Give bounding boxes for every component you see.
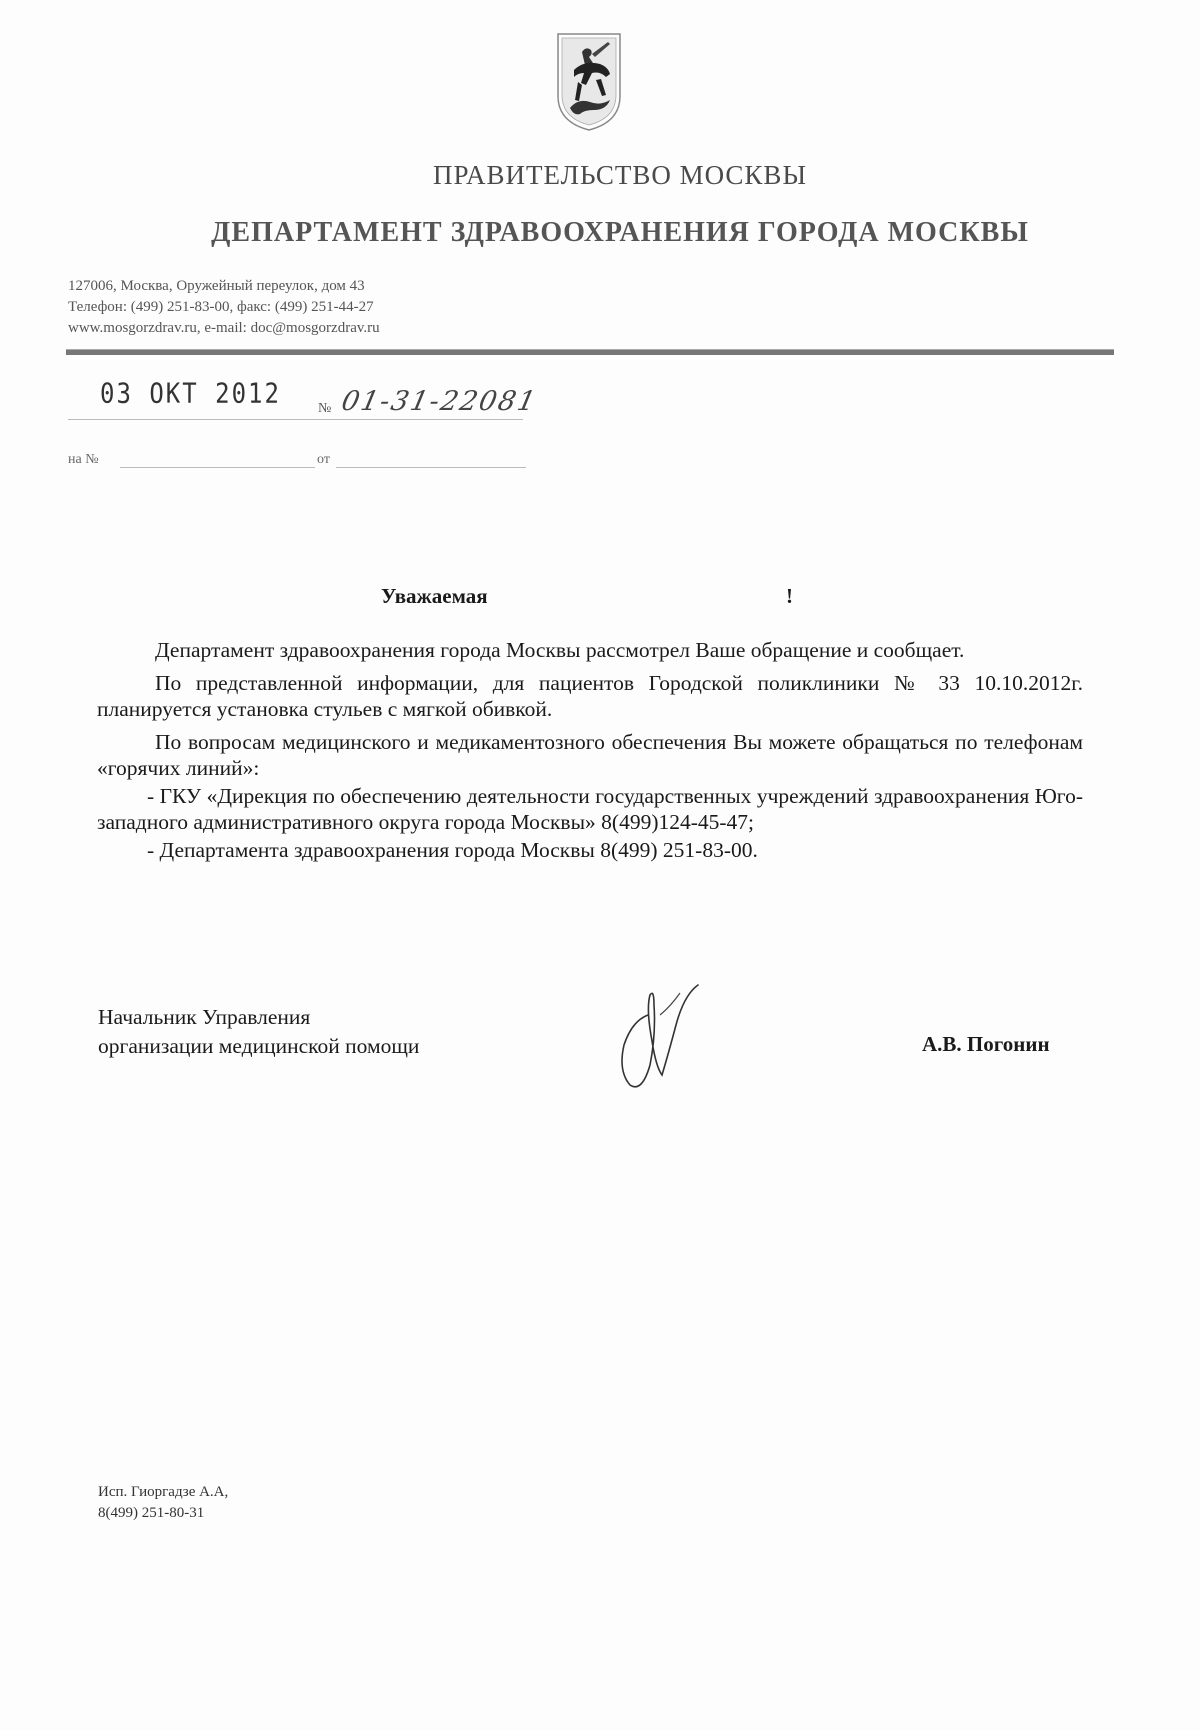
- reference-number-label: на №: [68, 452, 99, 467]
- address-line: 127006, Москва, Оружейный переулок, дом 43: [68, 278, 365, 294]
- department-name: ДЕПАРТАМЕНТ ЗДРАВООХРАНЕНИЯ ГОРОДА МОСКВЫ: [211, 217, 1029, 248]
- executor-phone: 8(499) 251-80-31: [98, 1505, 205, 1521]
- body-paragraph: По вопросам медицинского и медикаментозного обеспечения Вы можете обращаться по телефонам «горячих линий»:: [97, 730, 1083, 780]
- registration-date-stamp: 03 ОКТ 2012: [100, 377, 281, 410]
- moscow-coat-of-arms-icon: [552, 30, 626, 134]
- body-paragraph: По представленной информации, для пациентов Городской поликлиники № 33 10.10.2012г. планируется установка стульев с мягкой обивкой.: [97, 671, 1083, 721]
- reference-number-blank: [120, 467, 315, 468]
- body-paragraph: Департамент здравоохранения города Москвы рассмотрел Ваше обращение и сообщает.: [155, 638, 965, 662]
- executor-block: [98, 1482, 228, 1524]
- contact-block: [68, 276, 380, 339]
- executor-name: Исп. Гиоргадзе А.А,: [98, 1484, 229, 1500]
- government-name: ПРАВИТЕЛЬСТВО МОСКВЫ: [432, 160, 807, 190]
- hotline-item: - ГКУ «Дирекция по обеспечению деятельности государственных учреждений здравоохранения Юго-западного административного округа города Москвы» 8(499)124-45-47;: [97, 784, 1083, 834]
- registration-number-handwritten: 01-31-22081: [338, 386, 541, 417]
- signatory-title-line: Начальник Управления: [98, 1005, 311, 1029]
- number-label: №: [318, 401, 332, 416]
- header-divider: [66, 349, 1114, 355]
- reference-date-label: от: [317, 452, 330, 467]
- date-underline: [68, 419, 318, 420]
- salutation: Уважаемая: [381, 584, 488, 608]
- hotline-item: - Департамента здравоохранения города Москвы 8(499) 251-83-00.: [147, 838, 758, 862]
- salutation-exclamation: !: [786, 584, 793, 608]
- phone-line: Телефон: (499) 251-83-00, факс: (499) 251-44-27: [68, 299, 374, 315]
- number-underline: [318, 419, 523, 420]
- web-line: www.mosgorzdrav.ru, e-mail: doc@mosgorzdrav.ru: [68, 320, 380, 336]
- signatory-name: А.В. Погонин: [922, 1032, 1050, 1056]
- letter-body: [97, 637, 1083, 870]
- signatory-title: [98, 1003, 419, 1061]
- handwritten-signature: [600, 975, 730, 1095]
- reference-date-blank: [336, 467, 526, 468]
- signatory-title-line: организации медицинской помощи: [98, 1034, 420, 1058]
